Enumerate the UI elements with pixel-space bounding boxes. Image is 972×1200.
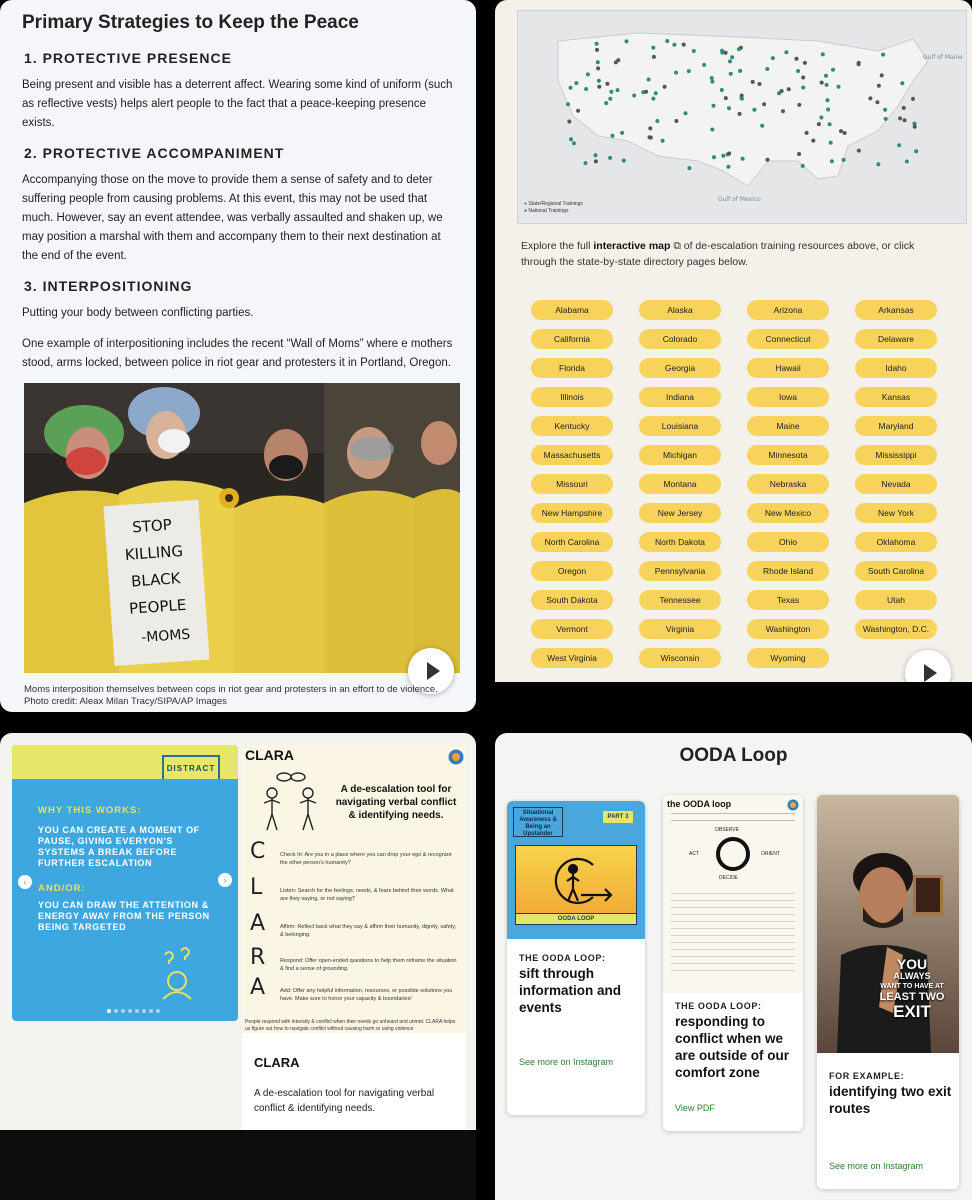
state-link[interactable]: Minnesota [747,445,829,465]
np-logo-icon [787,799,799,811]
state-link[interactable]: Rhode Island [747,561,829,581]
ooda-card-exit[interactable]: YOU ALWAYS WANT TO HAVE AT LEAST TWO EXIT FOR EXAMPLE: identifying two exit routes See more on Instagram [817,795,959,1189]
state-directory [531,300,941,668]
ooda-panel [495,733,972,1200]
carousel-next-button[interactable]: › [218,873,232,887]
clara-letter: L [250,875,263,900]
clara-doc-footnote: People respond with intensity & conflict when their needs go unheard and unmet. CLARA helps us figure out how to navigate conflict without causing harm or using violence [245,1019,456,1032]
sign-line: KILLING [124,541,184,564]
state-link[interactable]: Texas [747,590,829,610]
state-link[interactable]: Ohio [747,532,829,552]
why-text: YOU CAN CREATE A MOMENT OF PAUSE, GIVING EVERYON'S SYSTEMS A BREAK BEFORE FURTHER ESCALATION [38,825,200,868]
state-link[interactable]: Pennsylvania [639,561,721,581]
state-link[interactable]: Colorado [639,329,721,349]
clara-step-text: Check In: Are you in a place where you can drop your ego & recognize the other person's humanity? [280,852,452,866]
state-link[interactable]: Alabama [531,300,613,320]
state-link[interactable]: South Dakota [531,590,613,610]
carousel-prev-button[interactable]: ‹ [18,875,32,889]
clara-info-title: CLARA [254,1055,300,1070]
state-link[interactable]: North Dakota [639,532,721,552]
distract-tab: DISTRACT [162,755,220,779]
clara-info-text: A de-escalation tool for navigating verbal conflict & identifying needs. [254,1088,435,1114]
clara-step-text: Affirm: Reflect back what they say & affirm their humanity, dignity, safety, & belonging. [280,924,457,938]
state-link[interactable]: Wisconsin [639,648,721,668]
andor-title: AND/OR: [38,883,86,894]
ooda-cycle-icon [709,833,757,875]
section-heading-accompaniment: 2. PROTECTIVE ACCOMPANIMENT [24,145,285,161]
clara-doc-title: CLARA [245,747,294,763]
section-text-interpositioning: Putting your body between conflicting parties. [22,307,254,319]
state-link[interactable]: Alaska [639,300,721,320]
state-link[interactable]: Georgia [639,358,721,378]
state-link[interactable]: Oregon [531,561,613,581]
clara-step-text: Respond: Offer open-ended questions to help them reframe the situation & find a sense of grounding. [280,958,457,972]
speaker-person-illustration [827,835,957,1053]
state-link[interactable]: Kentucky [531,416,613,436]
map-label: Gulf of Mexico [718,196,761,203]
strategies-title: Primary Strategies to Keep the Peace [22,12,359,33]
state-link[interactable]: California [531,329,613,349]
state-link[interactable]: Hawaii [747,358,829,378]
state-link[interactable]: Connecticut [747,329,829,349]
state-link[interactable]: Massachusetts [531,445,613,465]
see-more-instagram-link[interactable]: See more on Instagram [519,1057,614,1067]
state-link[interactable]: New Mexico [747,503,829,523]
state-link[interactable]: Idaho [855,358,937,378]
state-link[interactable]: Iowa [747,387,829,407]
section-text-wall-of-moms: One example of interpositioning includes the recent “Wall of Moms” where e mothers stood, arms locked, between police in riot gear and protesters it in Portland, Oregon. [22,338,453,369]
photo-caption: Moms interposition themselves between cops in riot gear and protesters in an effort to de violence. Photo credit: Aleax Milan Tracy/SIPA/AP Images [24,684,438,707]
state-link[interactable]: Missouri [531,474,613,494]
sign-line: STOP [131,515,173,537]
map-legend: ● State/Regional Trainings ● National Trainings [524,201,583,214]
overlay-text: LEAST TWO [879,991,945,1003]
state-link[interactable]: Delaware [855,329,937,349]
state-link[interactable]: Tennessee [639,590,721,610]
card-headline: responding to conflict when we are outside of our comfort zone [675,1014,790,1080]
ooda-loop-label: OODA LOOP [515,913,637,925]
state-link[interactable]: Louisiana [639,416,721,436]
interactive-map[interactable] [517,10,967,224]
map-play-button[interactable] [905,650,951,682]
clara-step-text: Add: Offer any helpful information, resources, or possible solutions you have. Make sure to honor your capacity & boundaries! [280,988,453,1002]
state-link[interactable]: Nebraska [747,474,829,494]
clara-doc-subtitle: A de-escalation tool for navigating verbal conflict & identifying needs. [335,784,457,821]
ooda-doc-title: the OODA loop [667,799,732,809]
state-link[interactable]: Nevada [855,474,937,494]
state-link[interactable]: Kansas [855,387,937,407]
view-pdf-link[interactable]: View PDF [675,1103,715,1113]
part-badge: PART 3 [603,811,633,823]
state-link[interactable]: Mississippi [855,445,937,465]
sign-line: BLACK [130,569,182,591]
section-text-presence: Being present and visible has a deterrent affect. Wearing some kind of uniform (such as reflective vests) helps alert people to the fact that a peace-keeping presence exists. [22,79,453,129]
map-label: Gulf of Maine [923,54,963,61]
carousel-dots [107,1009,160,1013]
distract-carousel-card [12,745,238,1021]
state-link[interactable]: Arkansas [855,300,937,320]
state-link[interactable]: Indiana [639,387,721,407]
interactive-map-link[interactable]: interactive map [593,240,671,252]
legend-item: State/Regional Trainings [528,201,583,207]
person-exit-arrow-icon [547,851,617,911]
training-map-panel [495,0,972,682]
state-link[interactable]: Arizona [747,300,829,320]
clara-info-box[interactable] [242,1033,466,1133]
overlay-text: WANT TO HAVE AT [880,983,944,990]
section-heading-interpositioning: 3. INTERPOSITIONING [24,278,193,294]
external-link-icon: ⧉ [670,240,681,252]
state-link[interactable]: Washington [747,619,829,639]
why-title: WHY THIS WORKS: [38,805,142,816]
state-link[interactable]: Virginia [639,619,721,639]
sign-line: -MOMS [140,626,191,647]
state-link[interactable]: Vermont [531,619,613,639]
clara-document [242,745,466,1033]
state-link[interactable]: Maine [747,416,829,436]
clara-letter: R [250,945,266,970]
overlay-text: ALWAYS [893,971,931,981]
state-link[interactable]: West Virginia [531,648,613,668]
andor-text: YOU CAN DRAW THE ATTENTION & ENERGY AWAY FROM THE PERSON BEING TARGETED [38,900,210,932]
overlay-text: YOU [896,956,928,972]
state-link[interactable]: Montana [639,474,721,494]
state-link[interactable]: New Jersey [639,503,721,523]
state-link[interactable]: Florida [531,358,613,378]
state-link[interactable]: Oklahoma [855,532,937,552]
state-link[interactable]: North Carolina [531,532,613,552]
wall-of-moms-photo [24,383,460,673]
state-link[interactable]: Wyoming [747,648,829,668]
section-text-accompaniment: Accompanying those on the move to provide them a sense of safety and to deter suffering people from causing problems. At this event, this may not be used that much. However, say an event attendee, was verbally assaulted and shaken up, we may position a marshal with them and accompany them to their next destination at the end of the event. [22,174,443,262]
two-people-talking-icon [256,771,326,835]
sign-line: PEOPLE [128,595,187,618]
state-link[interactable]: Washington, D.C. [855,619,937,639]
section-heading-presence: 1. PROTECTIVE PRESENCE [24,50,232,66]
state-link[interactable]: South Carolina [855,561,937,581]
clara-letter: C [250,839,266,864]
clara-panel [0,733,476,1200]
ooda-title: OODA Loop [679,745,788,766]
clara-step-text: Listen: Search for the feelings, needs, & fears behind their words. What are they saying, or not saying? [280,888,454,902]
map-intro: Explore the full interactive map ⧉ of de-escalation training resources above, or click through the state-by-state directory pages below. [521,240,915,268]
state-link[interactable]: New York [855,503,937,523]
np-logo-icon [448,749,464,765]
situational-awareness-badge: Situational Awareness & Being an Upstander [513,807,563,837]
state-link[interactable]: New Hampshire [531,503,613,523]
card-headline: sift through information and events [519,966,621,1015]
state-link[interactable]: Utah [855,590,937,610]
confused-person-icon [147,941,207,1001]
see-more-instagram-link[interactable]: See more on Instagram [829,1161,924,1171]
state-link[interactable]: Maryland [855,416,937,436]
state-link[interactable]: Illinois [531,387,613,407]
ooda-card-responding[interactable]: the OODA loop OBSERVE ACT ORIENT DECIDE THE OODA LOOP: responding to conflict when we are outside of our comfort zone View PDF [663,795,803,1131]
card-headline: identifying two exit routes [829,1084,952,1116]
clara-letter: A [250,911,266,936]
strategies-panel [0,0,476,712]
state-link[interactable]: Michigan [639,445,721,465]
clara-letter: A [250,975,266,1000]
overlay-text: EXIT [893,1002,931,1021]
legend-item: National Trainings [528,208,569,214]
ooda-card-sift[interactable]: Situational Awareness & Being an Upstander PART 3 OODA LOOP THE OODA LOOP: sift through information and events See more on Instagram [507,801,645,1115]
